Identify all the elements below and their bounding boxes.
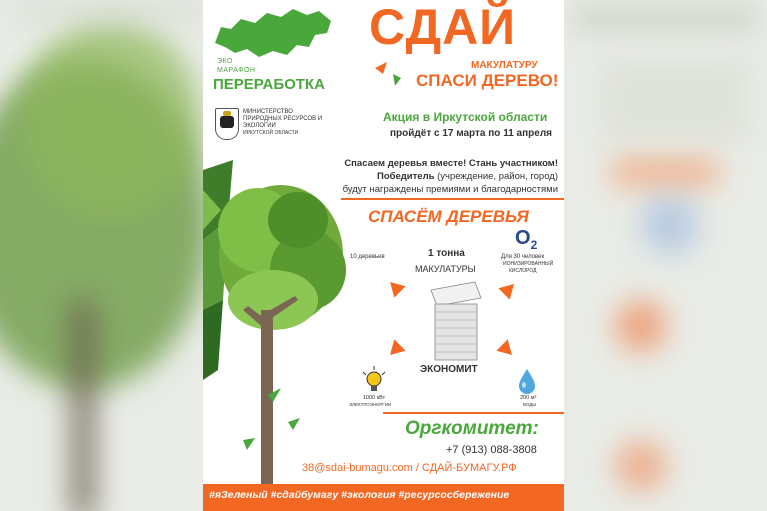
- bg-o2-blur: [640, 195, 700, 255]
- water-drop-icon: [518, 368, 536, 394]
- tree-illustration: [203, 160, 353, 490]
- title-sub2: СПАСИ ДЕРЕВО!: [416, 71, 559, 90]
- ministry-line-3: ЭКОЛОГИИ: [243, 123, 276, 129]
- bg-orange-text-blur: [610, 155, 720, 189]
- electricity-label: ЭЛЕКТРОЭНЕРГИИ: [349, 402, 392, 407]
- bg-arrow-blur-2: [615, 440, 667, 492]
- poster: [203, 0, 564, 511]
- bg-top-blur: [10, 0, 210, 22]
- lightbulb-icon: [361, 366, 387, 394]
- divider-bottom: [383, 412, 564, 414]
- bg-text-blur: [600, 60, 750, 140]
- winner-rest: (учреждение, район, город): [434, 171, 558, 182]
- paper-stack-icon: [425, 280, 485, 362]
- o2-icon: [515, 227, 537, 252]
- action-dates: пройдёт с 17 марта по 11 апреля: [390, 128, 553, 139]
- kwt-label: 1000 кВт: [363, 395, 386, 401]
- phone-number: +7 (913) 088-3808: [446, 444, 537, 456]
- o2-ionized: ИОНИЗИРОВАННЫЙ: [503, 261, 554, 267]
- rewarded-text: будут награждены премиями и благодарностями: [342, 184, 558, 195]
- divider-top: [341, 198, 564, 200]
- bg-arrow-blur: [615, 300, 667, 352]
- ministry-line-2: ПРИРОДНЫХ РЕСУРСОВ И: [243, 116, 323, 122]
- bg-title-blur: [570, 5, 760, 31]
- recycling-label: ПЕРЕРАБОТКА: [213, 76, 325, 93]
- arrow-icon-top-right: [498, 278, 519, 299]
- ministry-line-4: ИРКУТСКОЙ ОБЛАСТИ: [243, 130, 299, 136]
- action-title: Акция в Иркутской области: [383, 110, 548, 124]
- irkutsk-emblem-icon: [215, 108, 239, 140]
- arrow-icon-top-left: [384, 276, 405, 297]
- arrow-icon-bottom-left: [384, 339, 405, 360]
- ministry-line-1: МИНИСТЕРСТВО: [243, 109, 293, 115]
- marathon-label: МАРАФОН: [217, 67, 256, 74]
- save-together-text: Спасаем деревья вместе! Стань участником!: [344, 158, 558, 169]
- title-main: СДАЙ: [369, 0, 517, 55]
- save-trees-heading: СПАСЁМ ДЕРЕВЬЯ: [368, 207, 529, 226]
- winner-bold: Победитель: [376, 171, 435, 182]
- orgcommittee-title: Оргкомитет:: [405, 418, 539, 439]
- eco-label: ЭКО: [217, 58, 233, 65]
- hashtags: #яЗеленый #сдайбумагу #экология #ресурсосбережение: [209, 489, 510, 501]
- water-volume-label: 200 м³: [520, 395, 537, 401]
- title-sub1: МАКУЛАТУРУ: [471, 60, 538, 71]
- o2-sub: 2: [530, 238, 538, 252]
- o2-label: O: [515, 227, 531, 249]
- o2-people: Для 30 человек: [501, 254, 545, 260]
- ton-line-2: МАКУЛАТУРЫ: [415, 264, 476, 274]
- economizes-label: ЭКОНОМИТ: [420, 364, 478, 375]
- bg-tree-top: [20, 20, 200, 220]
- bg-tree-trunk: [70, 300, 96, 511]
- o2-oxygen: КИСЛОРОД: [509, 268, 537, 274]
- russia-map-logo: [211, 5, 336, 63]
- water-label: ВОДЫ: [523, 402, 537, 407]
- trees-count: 10 деревьев: [350, 254, 385, 260]
- ton-line-1: 1 тонна: [428, 248, 465, 259]
- winner-text: [377, 171, 558, 182]
- contact-site: 38@sdai-bumagu.com / СДАЙ-БУМАГУ.РФ: [302, 462, 517, 474]
- arrow-icon-bottom-right: [496, 339, 517, 360]
- decor-triangles: [373, 60, 403, 90]
